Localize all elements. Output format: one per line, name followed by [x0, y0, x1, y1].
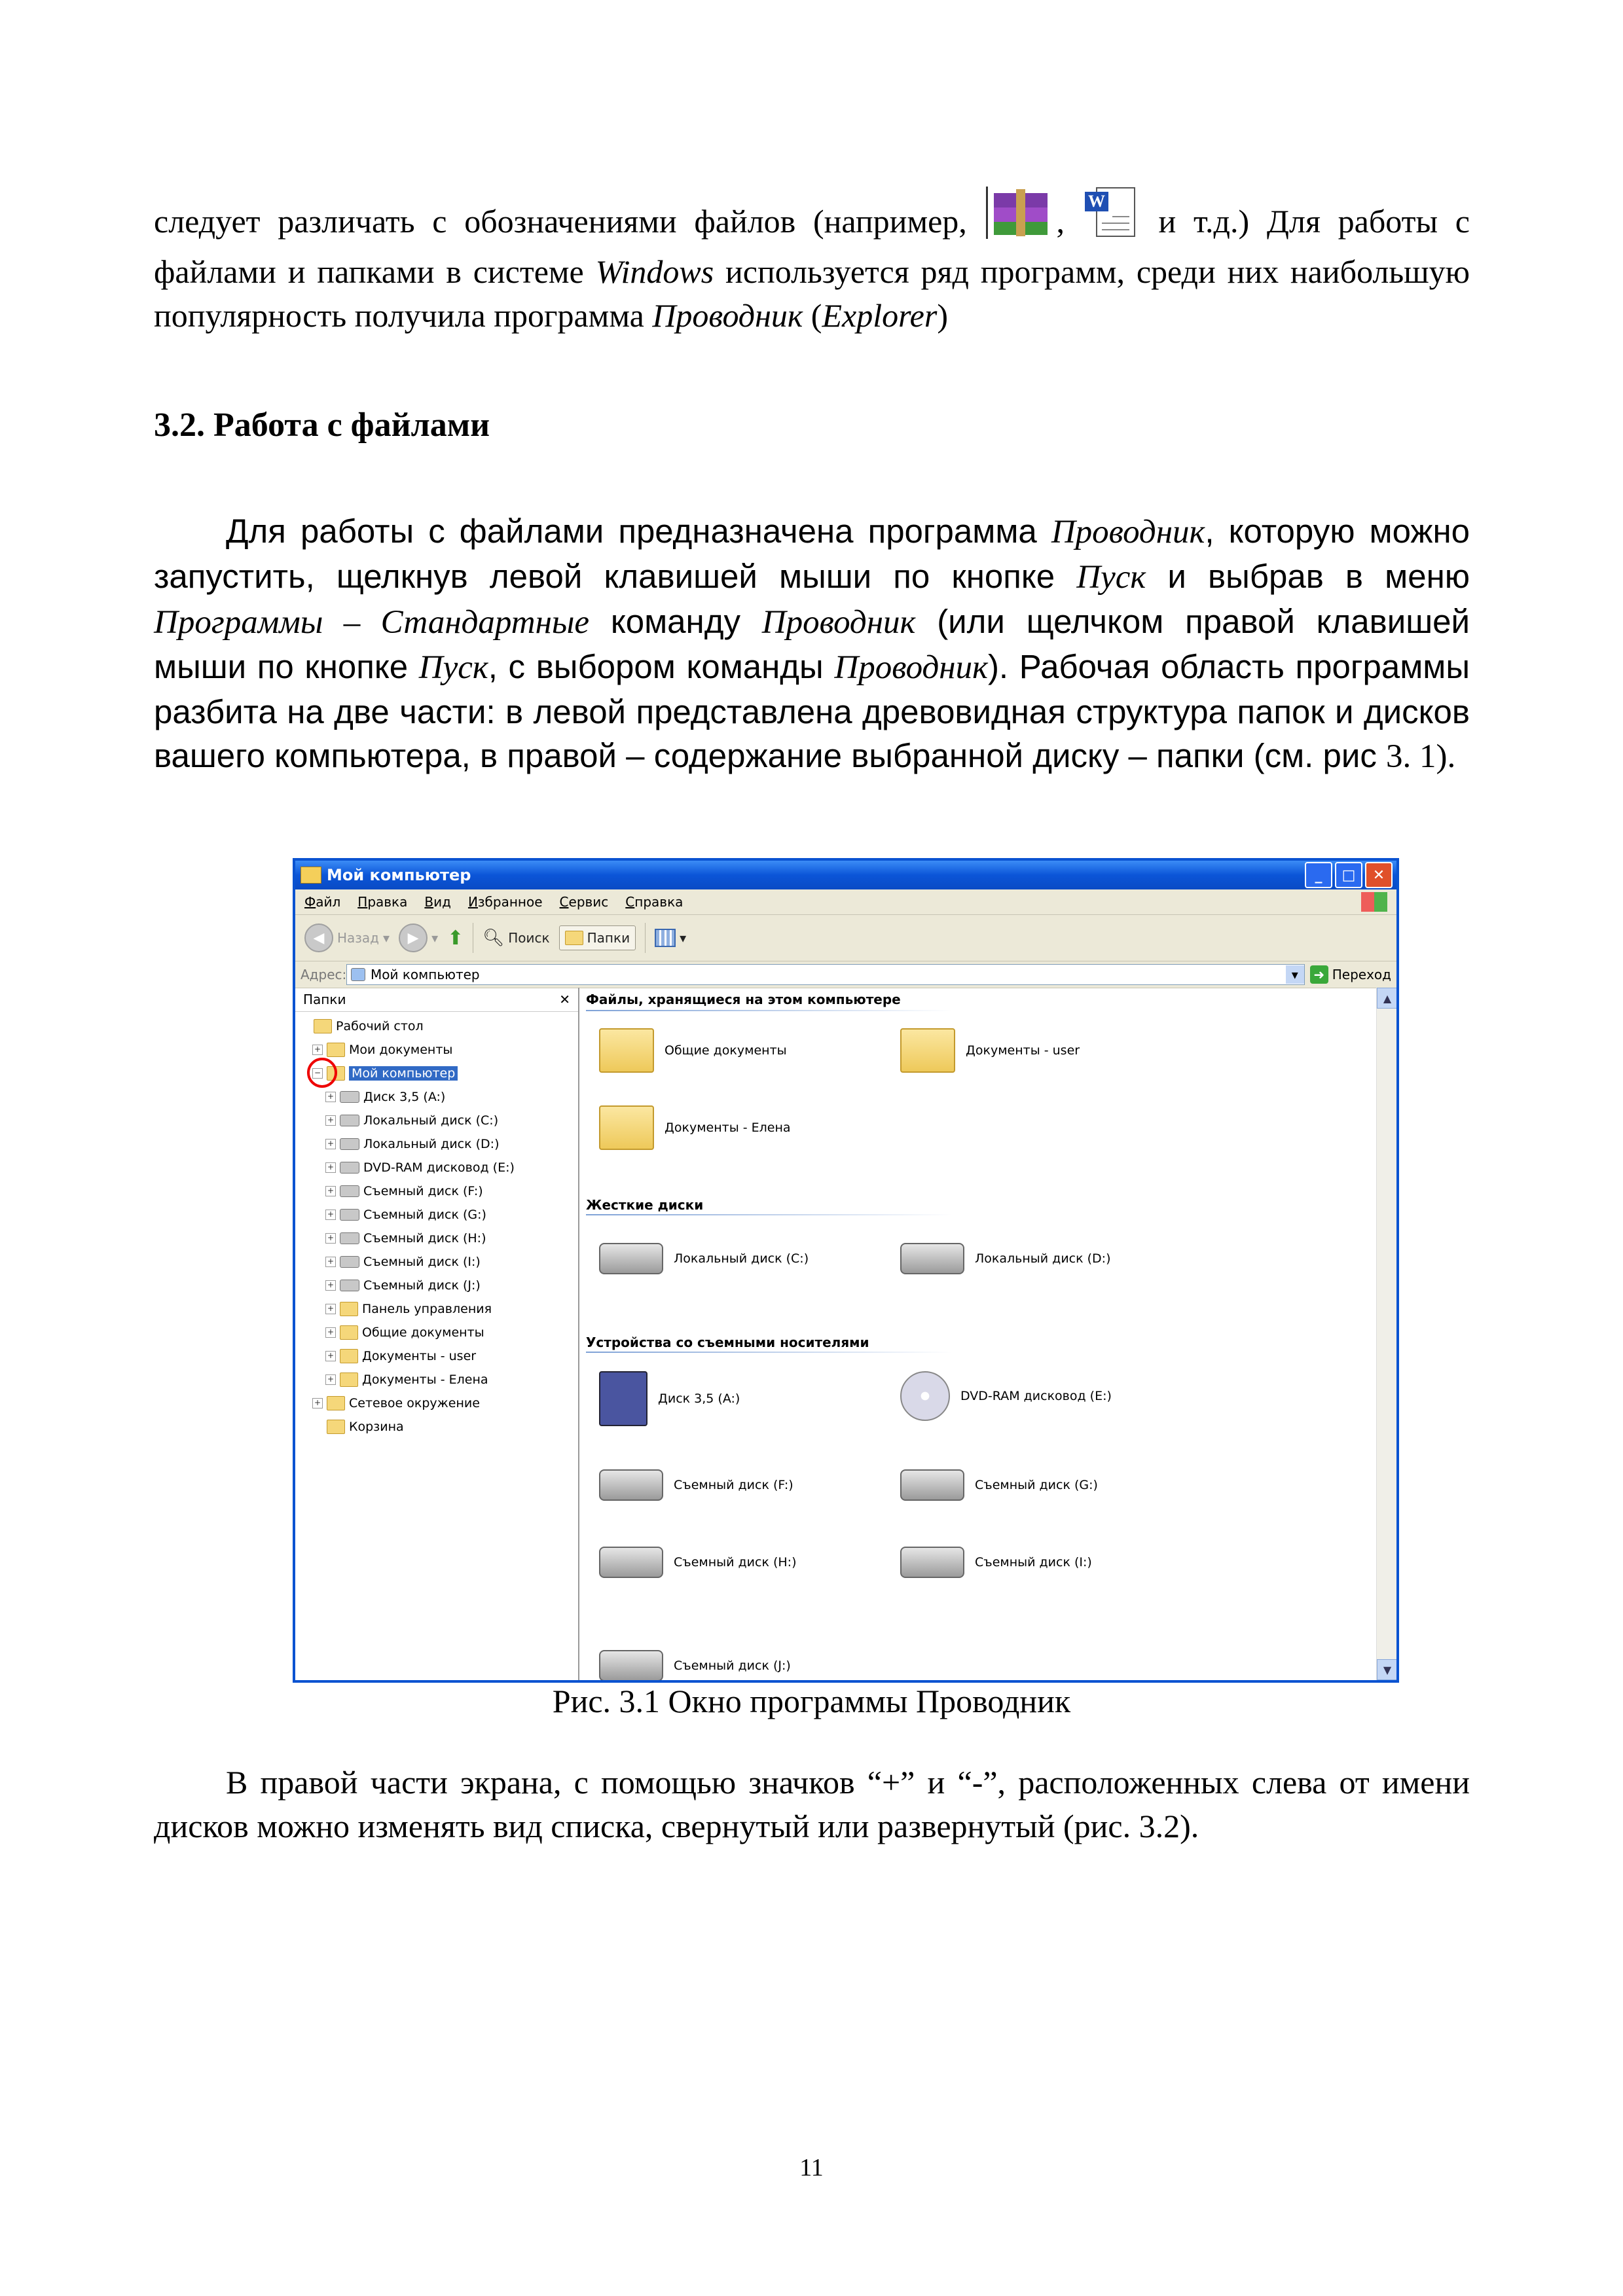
- item-rem-i[interactable]: [900, 1547, 1092, 1578]
- close-icon[interactable]: ✕: [559, 992, 570, 1007]
- window-title: Мой компьютер: [327, 866, 471, 884]
- expand-icon[interactable]: +: [325, 1115, 336, 1126]
- search-button[interactable]: [483, 928, 549, 948]
- scroll-up-icon[interactable]: ▲: [1377, 988, 1396, 1009]
- windows-term: Windows: [595, 253, 714, 290]
- item-label: Съемный диск (G:): [975, 1478, 1098, 1492]
- item-disk-a[interactable]: [599, 1371, 740, 1426]
- drive-icon: [340, 1256, 359, 1268]
- body-emphasis: Пуск: [418, 649, 488, 686]
- chevron-down-icon[interactable]: ▾: [1286, 965, 1304, 984]
- page-number: 11: [799, 2154, 824, 2181]
- item-docs-user[interactable]: [900, 1028, 1080, 1073]
- svg-text:W: W: [1087, 192, 1105, 211]
- expand-icon[interactable]: +: [325, 1351, 336, 1361]
- body-text: (или щелчком правой клавишей мыши по кнопке: [154, 603, 1470, 685]
- group-divider: [586, 1214, 953, 1215]
- group-files-header: Файлы, хранящиеся на этом компьютере: [586, 992, 901, 1007]
- expand-icon[interactable]: +: [325, 1233, 336, 1244]
- tree-node-label: Локальный диск (C:): [363, 1113, 499, 1128]
- vertical-scrollbar[interactable]: [1376, 988, 1396, 1680]
- folder-tree: [295, 1012, 578, 1439]
- expand-icon[interactable]: +: [325, 1280, 336, 1291]
- tree-node[interactable]: [299, 1415, 578, 1439]
- tree-node[interactable]: [299, 1109, 578, 1132]
- forward-button[interactable]: ▶ ▾: [399, 924, 438, 952]
- tree-node-label: Документы - user: [362, 1349, 477, 1363]
- expand-icon[interactable]: +: [312, 1045, 323, 1055]
- intro-paragraph: следует различать с обозначениями файлов (например, , W и т.д.) Для работы с файлами и папками в системе Windows используется ряд программ, среди них наибольшую популярность получила программа Проводник (Explorer): [154, 187, 1470, 338]
- hard-disk-icon: [599, 1243, 663, 1274]
- drive-icon: [340, 1115, 359, 1126]
- expand-icon[interactable]: +: [325, 1257, 336, 1267]
- removable-disk-icon: [900, 1469, 964, 1501]
- views-icon: [655, 929, 676, 947]
- forward-arrow-icon: ▶: [399, 924, 428, 952]
- item-label: Локальный диск (D:): [975, 1251, 1111, 1266]
- body-text: 3. 1).: [1386, 738, 1456, 775]
- item-label: DVD-RAM дисковод (E:): [960, 1389, 1112, 1403]
- body-emphasis: Программы – Стандартные: [154, 604, 590, 641]
- folder-icon: [327, 1420, 345, 1434]
- tree-node[interactable]: [299, 1014, 578, 1038]
- tree-node-label: Рабочий стол: [336, 1019, 424, 1033]
- dvd-drive-icon: [900, 1371, 950, 1421]
- drive-icon: [340, 1185, 359, 1197]
- expand-icon[interactable]: +: [325, 1092, 336, 1102]
- tree-node[interactable]: [299, 1203, 578, 1227]
- tree-node[interactable]: [299, 1156, 578, 1179]
- tree-node-label: Локальный диск (D:): [363, 1137, 500, 1151]
- item-rem-j[interactable]: [599, 1650, 791, 1680]
- removable-disk-icon: [599, 1547, 663, 1578]
- content-pane: [579, 988, 1396, 1680]
- drive-icon: [340, 1280, 359, 1291]
- go-label: Переход: [1332, 967, 1391, 982]
- address-value: Мой компьютер: [371, 967, 480, 982]
- tree-node[interactable]: [299, 1132, 578, 1156]
- explorer-term: Explorer: [822, 297, 938, 334]
- group-removable-header: Устройства со съемными носителями: [586, 1335, 869, 1350]
- search-label: Поиск: [508, 930, 550, 946]
- back-arrow-icon: ◀: [304, 924, 333, 952]
- body-text: , которую можно запустить, щелкнув левой клавишей мыши по кнопке: [154, 512, 1470, 595]
- folders-pane-header: [295, 988, 578, 1012]
- item-docs-elena[interactable]: [599, 1105, 791, 1150]
- folders-pane: [295, 988, 579, 1680]
- back-button[interactable]: ◀ Назад ▾: [304, 924, 390, 952]
- item-rem-h[interactable]: [599, 1547, 797, 1578]
- go-arrow-icon: ➜: [1310, 965, 1328, 984]
- my-computer-icon: [301, 867, 321, 884]
- folder-icon: [900, 1028, 955, 1073]
- removable-disk-icon: [599, 1469, 663, 1501]
- tree-node-label: Диск 3,5 (A:): [363, 1090, 446, 1104]
- folder-icon: [599, 1105, 654, 1150]
- body-emphasis: Пуск: [1076, 559, 1146, 596]
- section-heading: 3.2. Работа с файлами: [154, 406, 490, 444]
- folder-icon: [340, 1325, 358, 1340]
- tree-node-label: Общие документы: [362, 1325, 484, 1340]
- item-label: Диск 3,5 (A:): [658, 1391, 740, 1406]
- body-text: ). Рабочая область программы разбита на две части: в левой представлена древовидная структура папок и дисков вашего компьютера, в правой – содержание выбранной диску – папки (см. рис: [154, 648, 1470, 774]
- item-disk-d[interactable]: [900, 1243, 1111, 1274]
- drive-icon: [340, 1091, 359, 1103]
- body-text: и выбрав в меню: [1167, 558, 1470, 595]
- close-button[interactable]: ✕: [1365, 862, 1393, 888]
- group-divider: [586, 1352, 953, 1353]
- tree-node-label: Съемный диск (I:): [363, 1255, 481, 1269]
- provodnik-term: Проводник: [652, 297, 803, 334]
- panes: [295, 988, 1396, 1680]
- intro-text-1: следует различать с обозначениями файлов (например,: [154, 203, 967, 240]
- address-bar: [295, 961, 1396, 988]
- item-label: Съемный диск (F:): [674, 1478, 793, 1492]
- up-button[interactable]: [447, 927, 464, 950]
- explorer-window: [293, 858, 1399, 1683]
- expand-icon[interactable]: +: [312, 1398, 323, 1408]
- drive-icon: [340, 1209, 359, 1221]
- tree-node-label: DVD-RAM дисковод (E:): [363, 1160, 515, 1175]
- item-rem-f[interactable]: [599, 1469, 793, 1501]
- tree-node[interactable]: [299, 1391, 578, 1415]
- word-document-icon: [1082, 187, 1141, 250]
- tree-node-label: Мои документы: [349, 1043, 453, 1057]
- expand-icon[interactable]: +: [325, 1139, 336, 1149]
- go-button[interactable]: [1310, 965, 1391, 984]
- item-shared-docs[interactable]: [599, 1028, 787, 1073]
- floppy-disk-icon: [599, 1371, 647, 1426]
- address-label: Адрес:: [301, 967, 347, 982]
- menu-file[interactable]: Файл: [304, 894, 341, 910]
- folders-label: Папки: [587, 930, 630, 946]
- intro-text-3: используется ряд программ, среди них наибольшую популярность получила программа: [154, 253, 1470, 334]
- winrar-archive-icon: [985, 187, 1057, 250]
- item-dvd-e[interactable]: [900, 1371, 1112, 1421]
- menu-edit[interactable]: Правка: [357, 894, 408, 910]
- tree-node-label: Сетевое окружение: [349, 1396, 480, 1410]
- group-hdd-header: Жесткие диски: [586, 1197, 704, 1213]
- folder-icon: [327, 1043, 345, 1057]
- tree-node-label: Съемный диск (J:): [363, 1278, 481, 1293]
- views-button[interactable]: ▾: [655, 929, 686, 947]
- tree-node-label: Съемный диск (H:): [363, 1231, 486, 1246]
- highlight-circle: [307, 1058, 337, 1088]
- tree-node-label: Съемный диск (G:): [363, 1208, 486, 1222]
- tree-node[interactable]: [299, 1038, 578, 1062]
- search-icon: 🔍︎: [483, 928, 505, 948]
- menu-bar: [295, 889, 1396, 915]
- menu-view[interactable]: Вид: [424, 894, 451, 910]
- body-text: , с выбором команды: [488, 648, 824, 685]
- after-paragraph: В правой части экрана, с помощью значков “+” и “-”, расположенных слева от имени дисков можно изменять вид списка, свернутый или развернутый (рис. 3.2).: [154, 1764, 1470, 1844]
- expand-icon[interactable]: +: [325, 1162, 336, 1173]
- item-label: Общие документы: [665, 1043, 787, 1058]
- item-disk-c[interactable]: [599, 1243, 809, 1274]
- removable-disk-icon: [599, 1650, 663, 1680]
- folders-pane-title: Папки: [303, 992, 346, 1007]
- intro-comma: ,: [1056, 203, 1065, 240]
- folders-icon: [565, 931, 583, 945]
- tree-node[interactable]: [299, 1179, 578, 1203]
- item-label: Съемный диск (H:): [674, 1555, 797, 1570]
- body-text: Для работы с файлами предназначена программа: [226, 512, 1037, 550]
- folder-icon: [340, 1302, 358, 1316]
- minimize-button[interactable]: _: [1305, 862, 1332, 888]
- menu-help[interactable]: Справка: [625, 894, 684, 910]
- scroll-down-icon[interactable]: ▼: [1377, 1659, 1396, 1680]
- tree-node[interactable]: [299, 1297, 578, 1321]
- up-folder-icon: ⬆: [447, 926, 464, 950]
- tree-node[interactable]: [299, 1250, 578, 1274]
- back-label: Назад: [337, 930, 380, 946]
- body-emphasis: Проводник: [834, 649, 988, 686]
- removable-disk-icon: [900, 1547, 964, 1578]
- item-label: Документы - user: [966, 1043, 1080, 1058]
- item-label: Документы - Елена: [665, 1121, 791, 1135]
- tree-node[interactable]: [299, 1368, 578, 1391]
- expand-icon[interactable]: +: [325, 1210, 336, 1220]
- tree-node[interactable]: [299, 1321, 578, 1344]
- hard-disk-icon: [900, 1243, 964, 1274]
- body-emphasis: Проводник: [761, 604, 916, 641]
- windows-logo-icon: [1361, 892, 1387, 912]
- body-text: команду: [610, 603, 740, 640]
- tree-node-label: Документы - Елена: [362, 1372, 488, 1387]
- menu-tools[interactable]: Сервис: [559, 894, 609, 910]
- tree-node-label: Съемный диск (F:): [363, 1184, 483, 1198]
- toolbar: [295, 915, 1396, 961]
- group-divider: [586, 1010, 953, 1011]
- figure-caption: Рис. 3.1 Окно программы Проводник: [552, 1683, 1071, 1719]
- tree-node[interactable]: [299, 1344, 578, 1368]
- folder-icon: [340, 1372, 358, 1387]
- tree-node[interactable]: [299, 1274, 578, 1297]
- item-label: Съемный диск (J:): [674, 1659, 791, 1673]
- folder-icon: [314, 1019, 332, 1033]
- body-paragraph: [154, 509, 1470, 779]
- expand-icon[interactable]: +: [325, 1327, 336, 1338]
- tree-node[interactable]: [299, 1085, 578, 1109]
- drive-icon: [340, 1232, 359, 1244]
- menu-favorites[interactable]: Избранное: [467, 894, 543, 910]
- tree-node[interactable]: [299, 1227, 578, 1250]
- item-label: Локальный диск (C:): [674, 1251, 809, 1266]
- item-label: Съемный диск (I:): [975, 1555, 1092, 1570]
- title-bar: [295, 861, 1396, 889]
- folder-icon: [599, 1028, 654, 1073]
- intro-text-2: и т.д.) Для работы с файлами и папками в системе: [154, 203, 1470, 290]
- tree-node-label: Мой компьютер: [349, 1066, 458, 1081]
- folder-icon: [340, 1349, 358, 1363]
- address-input[interactable]: [346, 964, 1305, 985]
- maximize-button[interactable]: □: [1335, 862, 1362, 888]
- tree-node-label: Корзина: [349, 1420, 404, 1434]
- item-rem-g[interactable]: [900, 1469, 1098, 1501]
- drive-icon: [340, 1138, 359, 1150]
- drive-icon: [340, 1162, 359, 1174]
- toolbar-separator: [645, 923, 646, 953]
- folder-icon: [327, 1396, 345, 1410]
- collapse-icon[interactable]: −: [312, 1068, 323, 1079]
- expand-icon[interactable]: +: [325, 1304, 336, 1314]
- body-emphasis: Проводник: [1051, 514, 1205, 550]
- expand-icon[interactable]: +: [325, 1186, 336, 1196]
- tree-node[interactable]: [299, 1062, 578, 1085]
- expand-icon[interactable]: +: [325, 1374, 336, 1385]
- folders-button[interactable]: [559, 925, 636, 950]
- computer-icon: [351, 968, 365, 981]
- tree-node-label: Панель управления: [362, 1302, 492, 1316]
